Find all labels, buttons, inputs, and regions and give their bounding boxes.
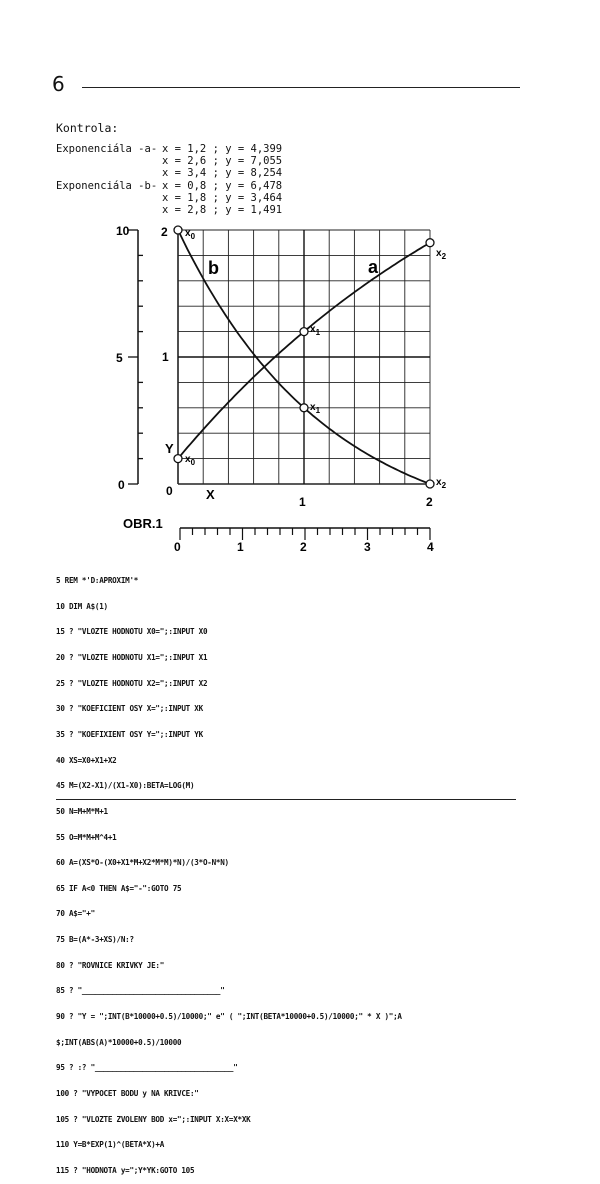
code-line: 35 ? "KOEFIXIENT OSY Y=";:INPUT YK (56, 729, 203, 739)
code-line: 65 IF A<0 THEN A$="-":GOTO 75 (56, 883, 182, 893)
code-line: 100 ? "VYPOCET BODU y NA KRIVCE:" (56, 1088, 199, 1098)
scale-tick-label-3: 3 (364, 540, 371, 554)
x-tick-label-1: 1 (299, 495, 306, 509)
left-tick-label-5: 5 (116, 351, 123, 365)
point-label-x0-bottom: $x_0$ (185, 454, 196, 467)
point-label-x0-top: $x_0$ (185, 228, 196, 241)
y-tick-label-2: 2 (161, 225, 168, 239)
code-line: $;INT(ABS(A)*10000+0.5)/10000 (56, 1037, 182, 1047)
point-marker-a (174, 455, 182, 463)
code-line: 15 ? "VLOZTE HODNOTU X0=";:INPUT X0 (56, 627, 208, 637)
point-marker-b (426, 480, 434, 488)
scale-tick-label-2: 2 (300, 540, 307, 554)
basic-listing (56, 560, 402, 1184)
point-marker-b (300, 404, 308, 412)
code-line: 30 ? "KOEFICIENT OSY X=";:INPUT XK (56, 704, 203, 714)
control-label: Exponenciála -a- (56, 143, 158, 155)
code-line: 80 ? "ROVNICE KRIVKY JE:" (56, 960, 165, 970)
scale-tick-label-0: 0 (174, 540, 181, 554)
figure-caption: OBR.1 (123, 516, 163, 531)
point-marker-b (174, 226, 182, 234)
code-line: 110 Y=B*EXP(1)^(BETA*X)+A (56, 1140, 165, 1150)
code-line: 45 M=(X2-X1)/(X1-X0):BETA=LOG(M) (56, 781, 195, 791)
control-values: x = 1,2 ; y = 4,399 (162, 143, 283, 155)
control-values: x = 3,4 ; y = 8,254 (162, 167, 283, 180)
point-label-x2-a: $x_2$ (436, 248, 447, 261)
code-line: 55 O=M*M+M^4+1 (56, 832, 117, 842)
control-values: x = 1,8 ; y = 3,464 (162, 191, 283, 204)
point-marker-a (300, 328, 308, 336)
footer-rule (56, 799, 516, 800)
code-line: 115 ? "HODNOTA y=";Y*YK:GOTO 105 (56, 1165, 195, 1175)
code-line: 10 DIM A$(1) (56, 601, 108, 611)
code-line: 105 ? "VLOZTE ZVOLENY BOD x=";:INPUT X:X=X*XK (56, 1114, 251, 1124)
code-line: 20 ? "VLOZTE HODNOTU X1=";:INPUT X1 (56, 653, 208, 663)
point-label-x1-a: $x_1$ (310, 324, 321, 337)
code-line: 25 ? "VLOZTE HODNOTU X2=";:INPUT X2 (56, 678, 208, 688)
curve-a-label: a (368, 257, 379, 277)
code-line: 50 N=M+M*M+1 (56, 806, 108, 816)
y-tick-label-1: 1 (162, 350, 169, 364)
point-marker-a (426, 239, 434, 247)
code-line: 70 A$="+" (56, 909, 95, 919)
x-axis-label: X (206, 487, 215, 502)
control-values: x = 2,6 ; y = 7,055 (162, 155, 283, 168)
y-tick-label-0: 0 (166, 484, 173, 498)
code-line: 75 B=(A*-3+XS)/N:? (56, 935, 134, 945)
control-values: x = 0,8 ; y = 6,478 (162, 179, 283, 192)
code-line: 95 ? :? "________________________________" (56, 1063, 238, 1073)
control-values: x = 2,8 ; y = 1,491 (162, 204, 283, 217)
curve-b-label: b (208, 258, 219, 278)
scale-tick-label-4: 4 (427, 540, 434, 554)
kontrola-heading: Kontrola: (56, 121, 119, 135)
code-line: 40 XS=X0+X1+X2 (56, 755, 117, 765)
point-label-x1-b: $x_1$ (310, 402, 321, 415)
left-tick-label-10: 10 (116, 224, 130, 238)
code-line: 5 REM *'D:APROXIM'* (56, 576, 139, 586)
scale-tick-label-1: 1 (237, 540, 244, 554)
point-label-x2-b: $x_2$ (436, 477, 447, 490)
page-number: 6 (52, 72, 65, 96)
code-line: 90 ? "Y = ";INT(B*10000+0.5)/10000;" e" ( ";INT(BETA*10000+0.5)/10000;" * X )";A (56, 1011, 402, 1021)
code-line: 85 ? "________________________________" (56, 986, 225, 996)
y-axis-label: Y (165, 441, 174, 456)
left-tick-label-0: 0 (118, 478, 125, 492)
control-label: Exponenciála -b- (56, 179, 158, 192)
code-line: 60 A=(XS*O-(X0+X1*M+X2*M*M)*N)/(3*O-N*N) (56, 858, 229, 868)
plot-marks (128, 226, 434, 540)
x-tick-label-2: 2 (426, 495, 433, 509)
